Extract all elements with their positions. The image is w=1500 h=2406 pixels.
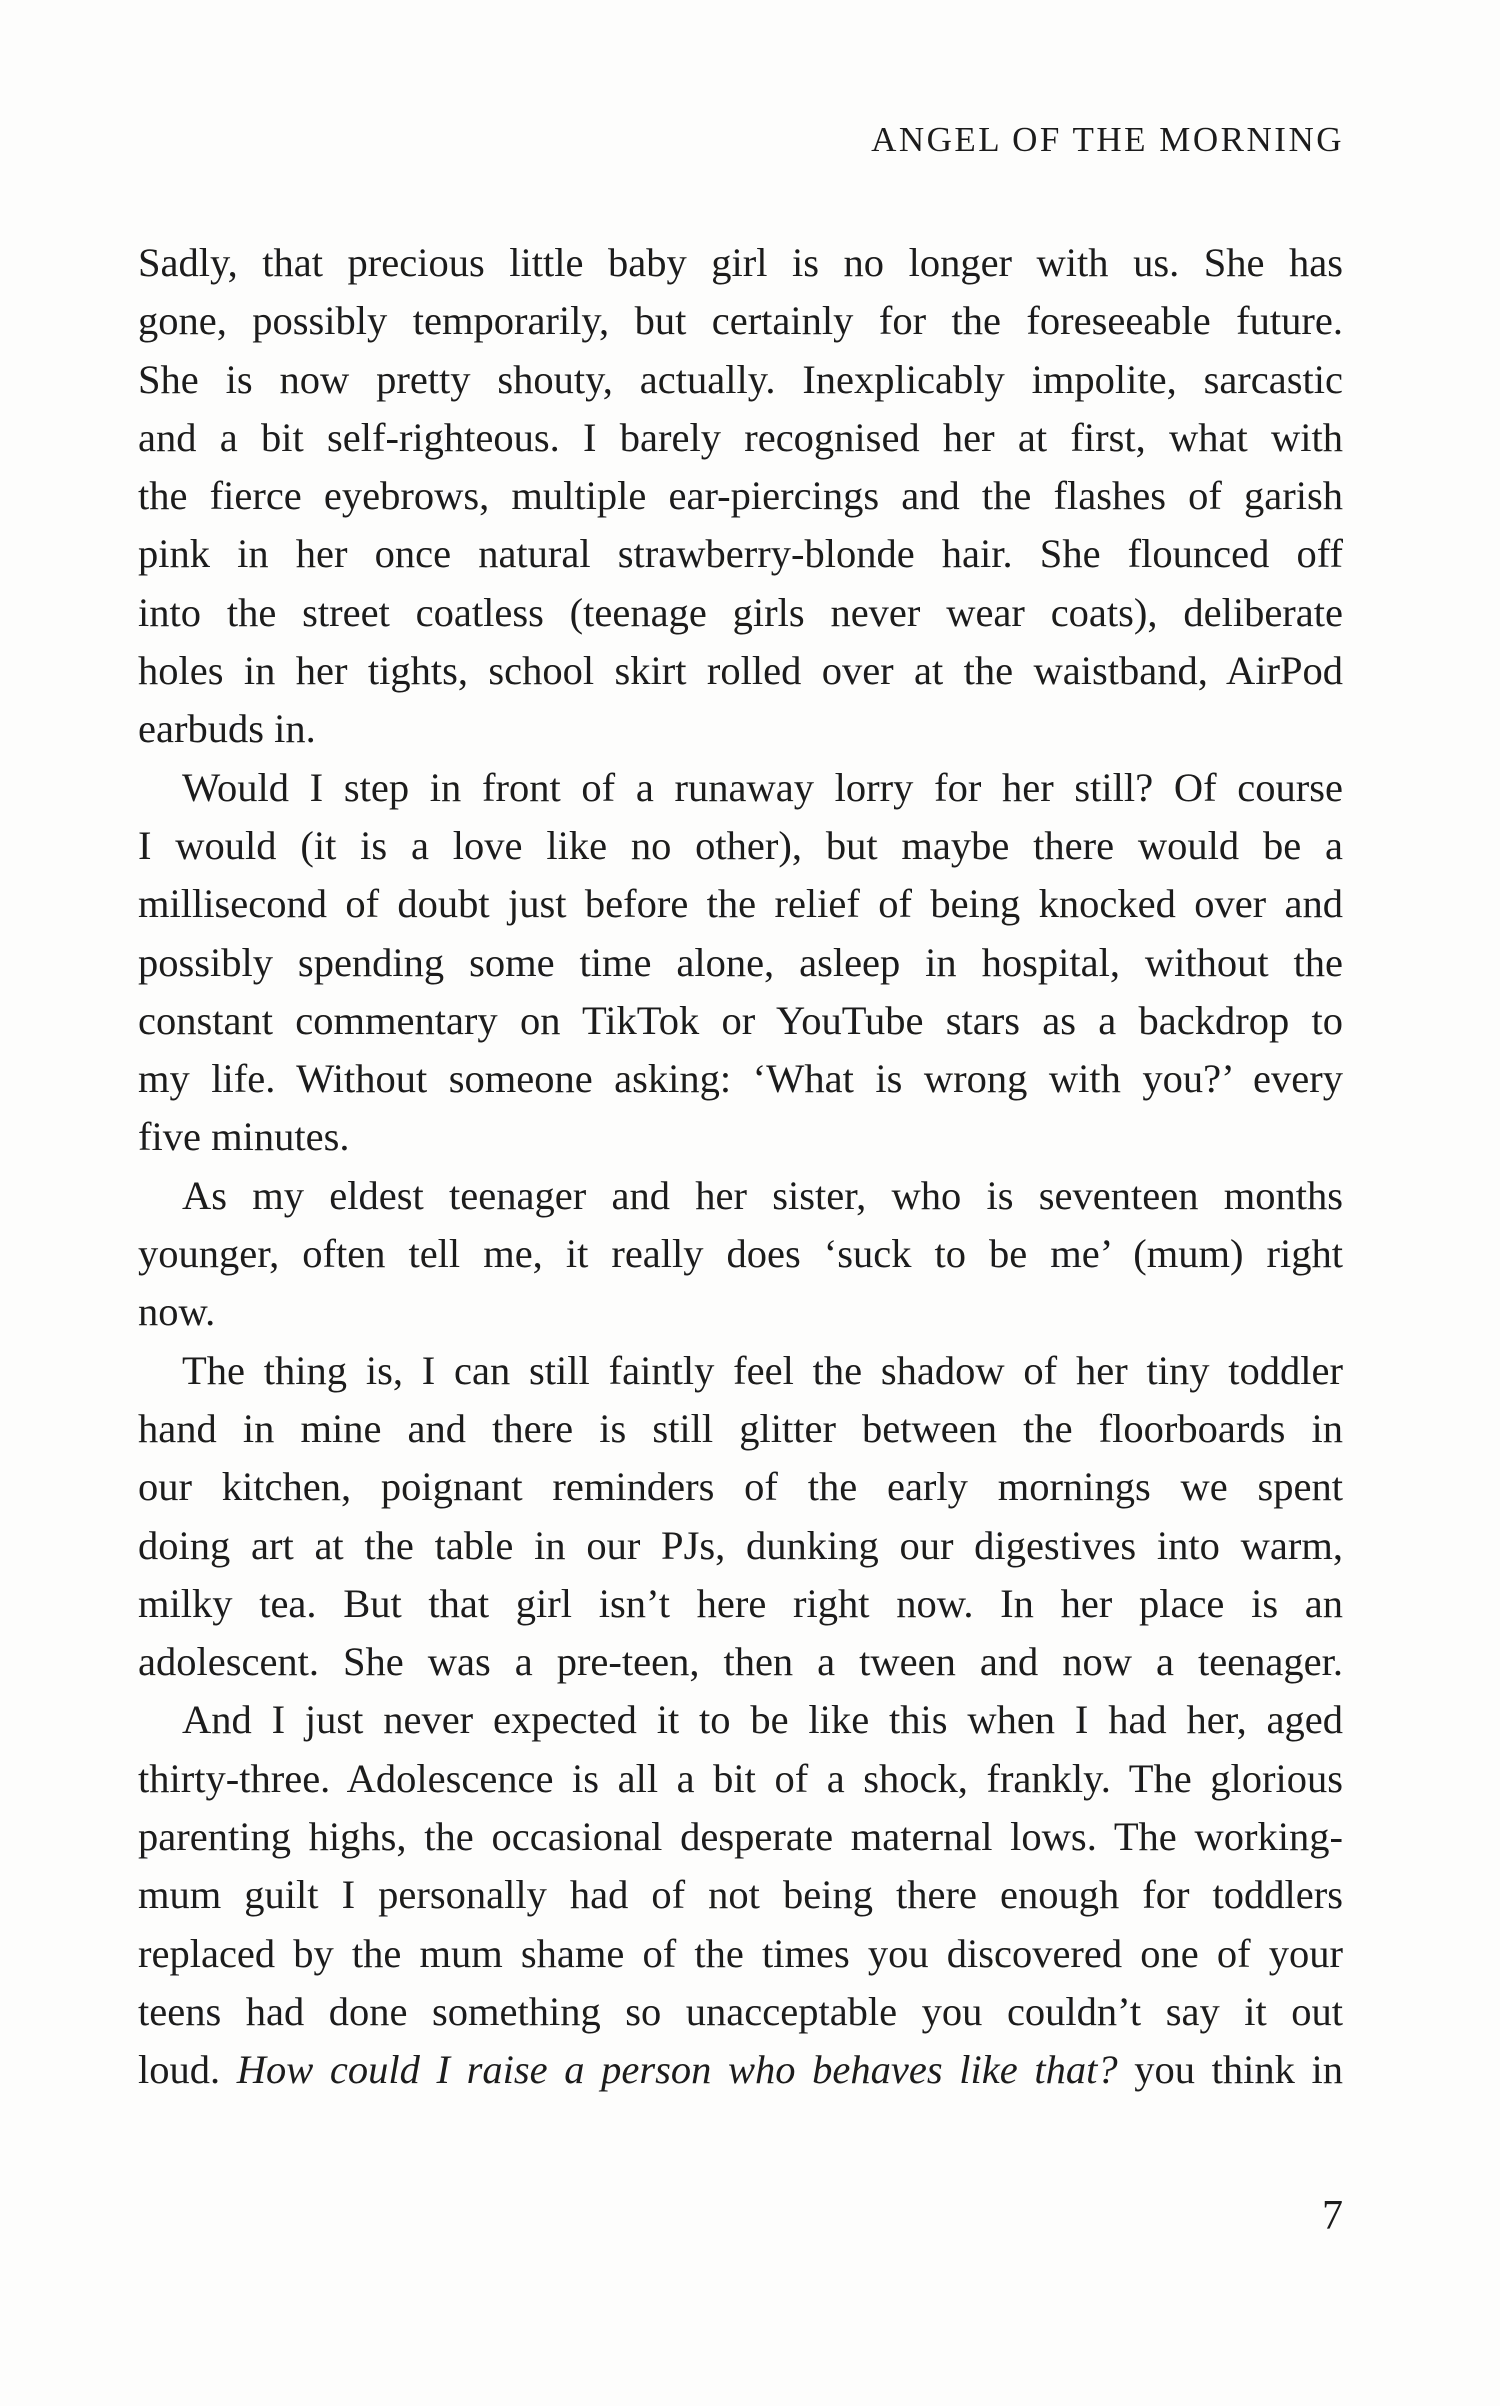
text-line: thirty-three. Adolescence is all a bit of a shock, frankly. The glorious [138,1755,1343,1801]
text-line: younger, often tell me, it really does ‘suck to be me’ (mum) right [138,1231,1343,1277]
text-line: She is now pretty shouty, actually. Inexplicably impolite, sarcastic [138,356,1343,402]
page-number: 7 [1322,2193,1343,2239]
italic-text-run: How could I raise a person who behaves like that? [236,2047,1118,2093]
text-line: pink in her once natural strawberry-blonde hair. She flounced off [138,531,1343,577]
running-head: ANGEL OF THE MORNING [871,120,1344,159]
text-line: doing art at the table in our PJs, dunking our digestives into warm, [138,1522,1343,1568]
text-run: you think in [1117,2047,1343,2093]
text-line: I would (it is a love like no other), but maybe there would be a [138,822,1343,868]
text-line [138,2041,1343,2099]
text-line: replaced by the mum shame of the times you discovered one of your [138,1930,1343,1976]
text-line: As my eldest teenager and her sister, who is seventeen months [182,1172,1343,1218]
text-line: The thing is, I can still faintly feel the shadow of her tiny toddler [182,1347,1343,1393]
text-line: adolescent. She was a pre-teen, then a tween and now a teenager. [138,1639,1343,1685]
text-line: into the street coatless (teenage girls never wear coats), deliberate [138,589,1343,635]
text-line: And I just never expected it to be like this when I had her, aged [182,1697,1343,1743]
text-run: loud. [138,2047,237,2093]
text-line: and a bit self-righteous. I barely recognised her at first, what with [138,414,1343,460]
text-line: earbuds in. [138,706,316,752]
text-line: now. [138,1289,216,1335]
text-line: possibly spending some time alone, asleep in hospital, without the [138,939,1343,985]
text-line: the fierce eyebrows, multiple ear-piercings and the flashes of garish [138,473,1343,519]
text-line: milky tea. But that girl isn’t here right now. In her place is an [138,1580,1343,1626]
text-line: parenting highs, the occasional desperate maternal lows. The working- [138,1814,1343,1860]
text-line: five minutes. [138,1114,350,1160]
text-line: Sadly, that precious little baby girl is no longer with us. She has [138,240,1343,285]
text-line: mum guilt I personally had of not being there enough for toddlers [138,1872,1343,1918]
body-text [138,234,1343,2100]
text-line: Would I step in front of a runaway lorry for her still? Of course [182,764,1343,810]
text-line: hand in mine and there is still glitter between the floorboards in [138,1405,1343,1451]
text-line: constant commentary on TikTok or YouTube stars as a backdrop to [138,997,1343,1043]
text-line: gone, possibly temporarily, but certainly for the foreseeable future. [138,298,1343,344]
text-line: millisecond of doubt just before the relief of being knocked over and [138,881,1343,927]
text-line: our kitchen, poignant reminders of the early mornings we spent [138,1464,1343,1510]
text-line: holes in her tights, school skirt rolled over at the waistband, AirPod [138,648,1343,694]
text-line: my life. Without someone asking: ‘What is wrong with you?’ every [138,1056,1343,1102]
text-line: teens had done something so unacceptable you couldn’t say it out [138,1988,1343,2034]
